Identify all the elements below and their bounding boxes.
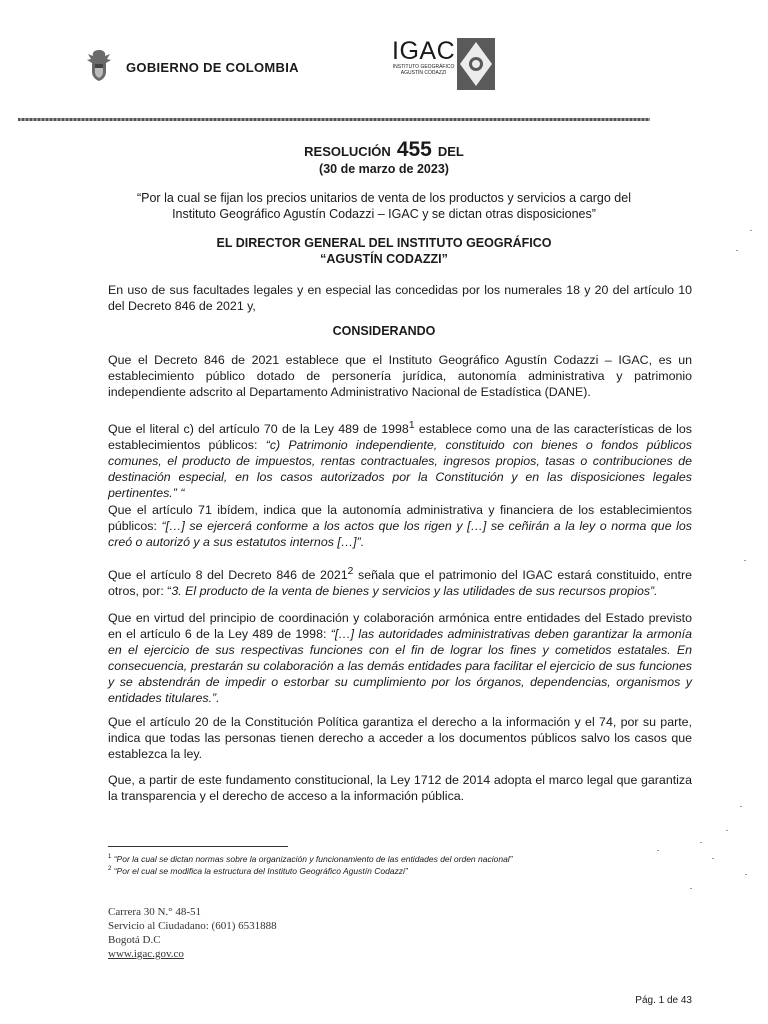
resolution-subject: “Por la cual se fijan los precios unitarios de venta de los productos y servicios a cargo del Instituto Geográfico Agustín Codazzi – IGAC y se dictan otras disposiciones” <box>136 191 631 221</box>
p4-text-b: señala que el patrimonio del IGAC estará constituido, entre otros, por: “ <box>108 568 692 599</box>
paragraph-4 <box>108 564 692 599</box>
header-left <box>84 48 299 87</box>
p4-quote: 3. El producto de la venta de bienes y servicios y las utilidades de sus recursos propios”. <box>171 584 658 599</box>
paragraph-2 <box>108 418 692 501</box>
p4-text-a: Que el artículo 8 del Decreto 846 de 2021 <box>108 568 348 583</box>
p2-text-b: establece como una de las características de los establecimientos públicos: <box>108 422 692 453</box>
p3-text-a: Que el artículo 71 ibídem, indica que la autonomía administrativa y financiera de los establecimientos públicos: <box>108 503 692 533</box>
footer-city: Bogotá D.C <box>108 934 161 946</box>
header-rule <box>18 118 650 121</box>
resolution-date: (30 de marzo de 2023) <box>319 162 449 176</box>
resolution-del: DEL <box>437 144 464 159</box>
footer-phone: Servicio al Ciudadano: (601) 6531888 <box>108 920 277 932</box>
coat-of-arms-icon <box>84 48 114 87</box>
footnote-2-num: 2 <box>108 866 112 873</box>
director-line-2: “AGUSTÍN CODAZZI” <box>320 252 448 266</box>
page-number: Pág. 1 de 43 <box>635 995 692 1006</box>
p3-quote: “[…] se ejercerá conforme a los actos que los rigen y […] se ceñirán a la ley o norma que los creó o autorizó y a sus estatutos internos […]”. <box>108 519 692 549</box>
resolution-heading <box>0 138 768 162</box>
footnote-rule <box>108 846 288 847</box>
paragraph-6: Que el artículo 20 de la Constitución Política garantiza el derecho a la información y el 74, por su parte, indica que todas las personas tienen derecho a acceder a los documentos públicos salvo los casos que establezca la ley. <box>108 715 692 761</box>
paragraph-3 <box>108 502 692 550</box>
footnote-2-text: “Por el cual se modifica la estructura del Instituto Geográfico Agustín Codazzi” <box>113 866 408 876</box>
igac-logo-sub1: INSTITUTO GEOGRÁFICO <box>392 64 455 70</box>
resolution-number: 455 <box>396 138 432 161</box>
footnote-1 <box>108 854 513 864</box>
p2-text-a: Que el literal c) del artículo 70 de la Ley 489 de 1998 <box>108 422 409 437</box>
considerando-heading: CONSIDERANDO <box>332 324 436 338</box>
igac-logo-sub2: AGUSTÍN CODAZZI <box>400 70 447 76</box>
p5-text-a: Que en virtud del principio de coordinación y colaboración armónica entre entidades del Estado previsto en el artículo 6 de la Ley 489 de 1998: <box>108 611 692 641</box>
igac-logo-text: IGAC <box>392 37 456 65</box>
footnote-ref-2: 2 <box>347 566 354 577</box>
p2-quote: “c) Patrimonio independiente, constituido con bienes o fondos públicos comunes, el producto de impuestos, rentas contractuales, ingresos propios, tasas o contribuciones de destinación especial, en los casos autorizados por la Constitución y en las disposiciones legales pertinentes.” “ <box>108 438 692 501</box>
intro-paragraph: En uso de sus facultades legales y en especial las concedidas por los numerales 18 y 20 del artículo 10 del Decreto 846 de 2021 y, <box>108 283 692 313</box>
gobierno-title: GOBIERNO DE COLOMBIA <box>126 60 299 75</box>
footnote-2 <box>108 866 408 876</box>
resolution-label: RESOLUCIÓN <box>304 144 391 159</box>
paragraph-1: Que el Decreto 846 de 2021 establece que el Instituto Geográfico Agustín Codazzi – IGAC, es un establecimiento público dotado de personería jurídica, autonomía administrativa y patrimonio independiente adscrito al Departamento Administrativo Nacional de Estadística (DANE). <box>108 353 692 399</box>
footnote-ref-1: 1 <box>408 420 415 431</box>
paragraph-5 <box>108 610 692 706</box>
footer-website-link[interactable]: www.igac.gov.co <box>108 948 184 960</box>
paragraph-7: Que, a partir de este fundamento constitucional, la Ley 1712 de 2014 adopta el marco legal que garantiza la transparencia y el derecho de acceso a la información pública. <box>108 773 692 803</box>
igac-logo-text-block <box>392 38 455 76</box>
footnote-1-text: “Por la cual se dictan normas sobre la organización y funcionamiento de las entidades del orden nacional” <box>113 854 513 864</box>
footnote-1-num: 1 <box>108 854 112 861</box>
director-line-1: EL DIRECTOR GENERAL DEL INSTITUTO GEOGRÁFICO <box>216 236 552 250</box>
footer-address: Carrera 30 N.° 48-51 <box>108 906 201 918</box>
igac-diamond-icon <box>457 38 495 95</box>
p5-quote: “[…] las autoridades administrativas deben garantizar la armonía en el ejercicio de sus respectivas funciones con el fin de lograr los fines y cometidos estatales. En consecuencia, prestarán su colaboración a las demás entidades para facilitar el ejercicio de sus funciones y se abstendrán de impedir o estorbar su cumplimiento por los órganos, dependencias, organismos y entidades titulares.”. <box>108 627 692 705</box>
igac-logo <box>392 38 495 95</box>
